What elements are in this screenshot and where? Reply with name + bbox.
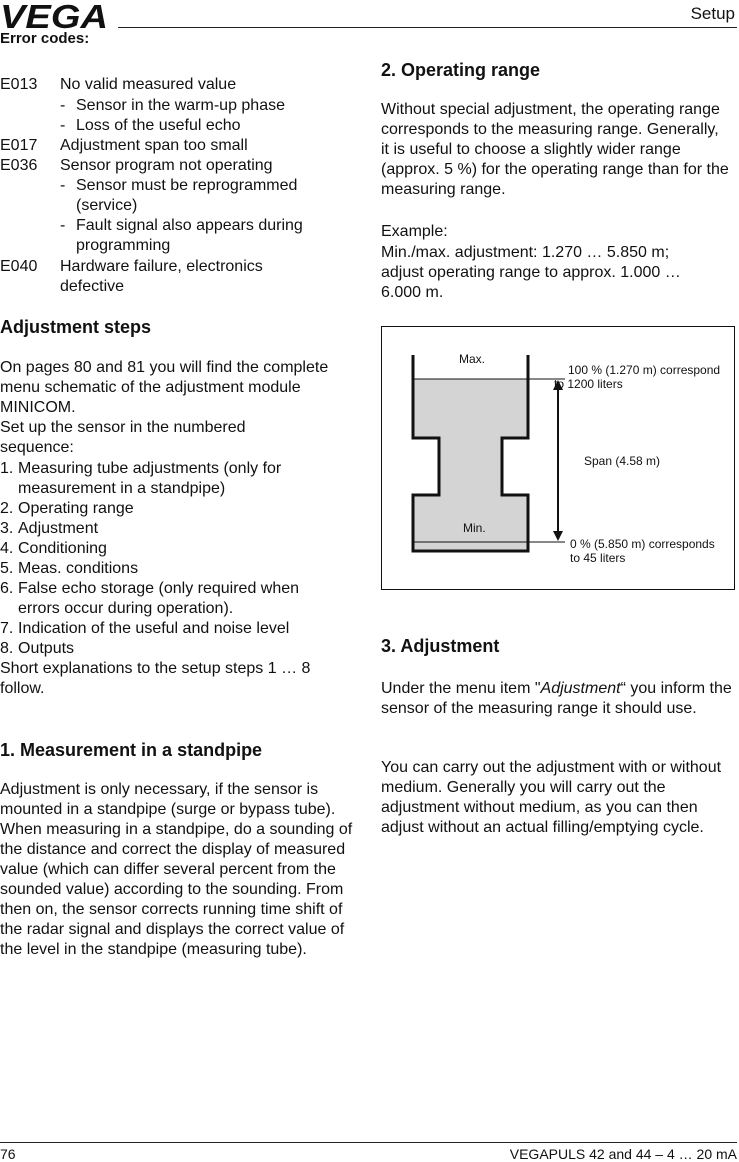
top-note-line-1: 100 % (1.270 m) correspond <box>568 363 721 377</box>
standpipe-body: Adjustment is only necessary, if the sensor is mounted in a standpipe (surge or bypass tube). When measuring in a standpipe, do a sounding of the distance and correct the display of measured value (which can differ several percent from the sounded value) according to the sounding. From then on, the sensor corrects running time shift of the radar signal and displays the correct value of the level in the standpipe (measuring tube). <box>0 781 353 958</box>
step-number: 3. <box>0 520 14 537</box>
adjustment-body-post: “ you inform the sensor of the measuring range it should use. <box>381 680 732 717</box>
step-text: Measuring tube adjustments (only for measurement in a standpipe) <box>18 460 282 497</box>
operating-range-heading: 2. Operating range <box>381 60 541 80</box>
error-sub-text: Sensor must be reprogrammed (service) <box>76 177 298 214</box>
example-line-1: Min./max. adjustment: 1.270 … 5.850 m; <box>381 244 670 261</box>
step-text: Adjustment <box>18 520 99 537</box>
bottom-note-line-1: 0 % (5.850 m) corresponds <box>570 537 715 551</box>
adjustment-menu-item: Adjustment <box>540 680 621 697</box>
adjustment-steps-list <box>0 459 340 659</box>
adjustment-steps-intro: On pages 80 and 81 you will find the complete menu schematic of the adjustment module MINICOM. <box>0 359 329 416</box>
adjustment-steps-heading: Adjustment steps <box>0 317 152 337</box>
error-row-e017 <box>0 136 355 156</box>
error-row-e040 <box>0 257 355 297</box>
header-rule <box>118 27 737 28</box>
example-label: Example: <box>381 223 448 240</box>
step-number: 2. <box>0 500 14 517</box>
error-code: E036 <box>0 157 38 174</box>
bottom-note-line-2: to 45 liters <box>570 551 626 565</box>
logo-text: VEGA <box>0 0 108 32</box>
footer-rule <box>0 1142 737 1143</box>
step-number: 4. <box>0 540 14 557</box>
span-arrow-head-down <box>553 531 563 541</box>
vega-logo <box>0 0 112 32</box>
min-label: Min. <box>463 521 486 535</box>
step-text: Indication of the useful and noise level <box>18 620 290 637</box>
dash: - <box>60 177 66 194</box>
adjustment-body-pre: Under the menu item " <box>381 680 541 697</box>
footer-document-title: VEGAPULS 42 and 44 – 4 … 20 mA <box>509 1146 737 1162</box>
error-text: Hardware failure, electronics defective <box>60 258 263 295</box>
list-item <box>0 519 340 539</box>
standpipe-heading: 1. Measurement in a standpipe <box>0 740 263 760</box>
list-item <box>0 639 340 659</box>
error-sub-text: Sensor in the warm-up phase <box>76 97 285 114</box>
step-number: 5. <box>0 560 14 577</box>
step-number: 6. <box>0 580 14 597</box>
error-codes-title: Error codes: <box>0 30 90 47</box>
step-text: Operating range <box>18 500 134 517</box>
step-number: 7. <box>0 620 14 637</box>
adjustment-steps-intro-2: Set up the sensor in the numbered sequence: <box>0 419 246 456</box>
adjustment-body-2: You can carry out the adjustment with or without medium. Generally you will carry out the adjustment without medium, as you can then adjust without an actual filling/emptying cycle. <box>381 759 722 836</box>
list-item <box>0 499 340 519</box>
error-row-e013 <box>0 75 355 95</box>
example-line-2: adjust operating range to approx. 1.000 … 6.000 m. <box>381 264 681 301</box>
span-label: Span (4.58 m) <box>584 454 661 468</box>
list-item <box>0 559 340 579</box>
error-code: E040 <box>0 258 38 275</box>
step-text: Conditioning <box>18 540 107 557</box>
step-text: False echo storage (only required when errors occur during operation). <box>18 580 300 617</box>
error-code: E013 <box>0 76 38 93</box>
step-number: 8. <box>0 640 14 657</box>
step-number: 1. <box>0 460 14 477</box>
error-sub-text: Fault signal also appears during programming <box>76 217 303 254</box>
error-row-e036 <box>0 156 355 176</box>
adjustment-heading: 3. Adjustment <box>381 636 500 656</box>
dash: - <box>60 117 66 134</box>
error-text: Sensor program not operating <box>60 157 273 174</box>
dash: - <box>60 97 66 114</box>
error-text: No valid measured value <box>60 76 237 93</box>
adjustment-steps-outro: Short explanations to the setup steps 1 … 8 follow. <box>0 660 311 697</box>
dash: - <box>60 217 66 234</box>
tank-diagram <box>381 326 735 590</box>
error-sub-text: Loss of the useful echo <box>76 117 241 134</box>
max-label: Max. <box>459 352 486 366</box>
list-item <box>0 619 340 639</box>
error-code: E017 <box>0 137 38 154</box>
list-item <box>0 459 340 499</box>
adjustment-body <box>381 679 733 719</box>
step-text: Meas. conditions <box>18 560 139 577</box>
section-title: Setup <box>690 4 735 23</box>
error-text: Adjustment span too small <box>60 137 248 154</box>
top-note-line-2: to 1200 liters <box>554 377 623 391</box>
list-item <box>0 539 340 559</box>
list-item <box>0 579 340 619</box>
page-number: 76 <box>0 1146 16 1162</box>
operating-range-body: Without special adjustment, the operating range corresponds to the measuring range. Generally, it is useful to choose a slightly wider range (approx. 5 %) for the operating range than for the measuring range. <box>381 101 729 198</box>
step-text: Outputs <box>18 640 75 657</box>
